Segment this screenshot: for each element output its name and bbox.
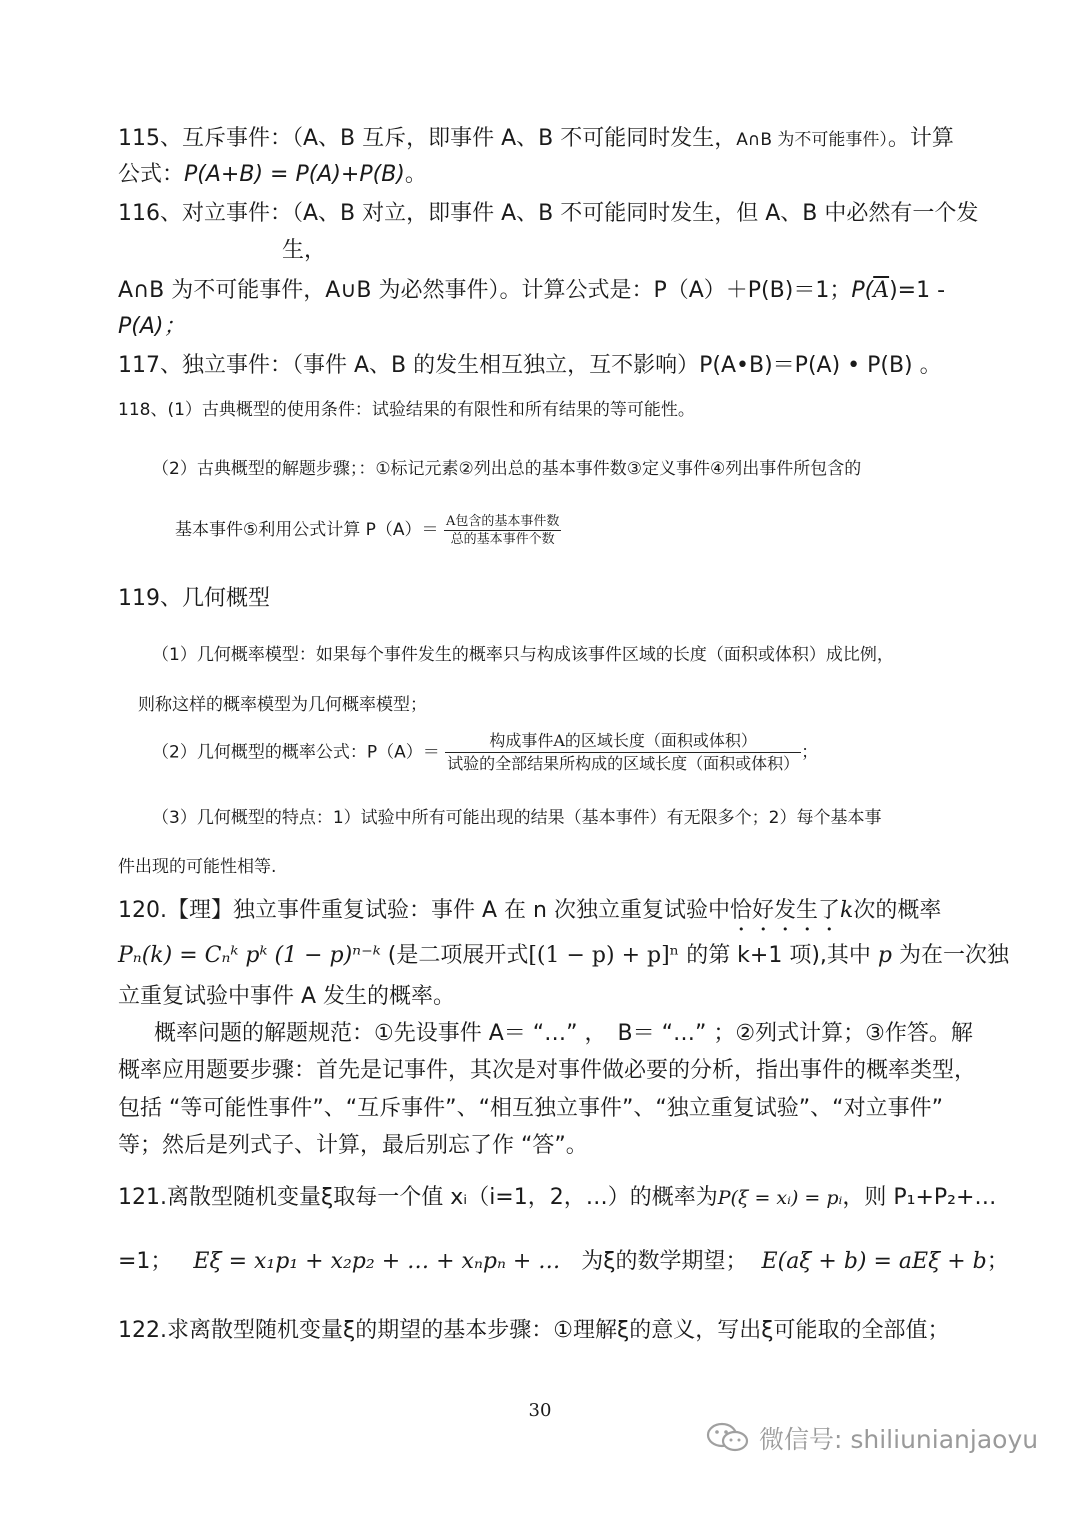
s116-line4: P(A)；: [118, 314, 186, 339]
s118-line3: 基本事件⑤利用公式计算 P（A）＝ $\frac{\text{A包含的基本事件数}}{\text{总的基本事件个数}}$: [175, 513, 560, 547]
page-number: 30: [528, 1400, 552, 1421]
s120-para2: 概率应用题要步骤：首先是记事件，其次是对事件做必要的分析，指出事件的概率类型，: [118, 1058, 977, 1083]
s120-formula: Pₙ(k) = Cₙᵏ pᵏ (1 − p)ⁿ⁻ᵏ: [118, 943, 381, 968]
s121-formula3: E(aξ + b) = aEξ + b: [761, 1249, 987, 1274]
s119-p1: （1）几何概率模型：如果每个事件发生的概率只与构成该事件区域的长度（面积或体积）成比例，: [152, 645, 894, 665]
s118-line2: （2）古典概型的解题步骤；：①标记元素②列出总的基本事件数③定义事件④列出事件所包含的: [152, 459, 862, 479]
s120-line1: 120.【理】独立事件重复试验：事件 A 在 n 次独立重复试验中恰好发生了k次的概率: [118, 898, 942, 923]
s117-line1: 117、独立事件：（事件 A、B 的发生相互独立，互不影响）P(A•B)＝P(A) • P(B) 。: [118, 353, 942, 378]
s120-line3: 立重复试验中事件 A 发生的概率。: [118, 984, 456, 1009]
s119-p2: （2）几何概型的概率公式：P（A）＝ $\frac{\text{构成事件A的区域长度（面积或体积）}}{\text{试验的全部结果所构成的区域长度（面积或体积）}}$ ；: [152, 731, 819, 773]
s119-fraction: $\frac{\text{构成事件A的区域长度（面积或体积）}}{\text{试验的全部结果所构成的区域长度（面积或体积）}}$: [447, 731, 800, 773]
s118-fraction: $\frac{\text{A包含的基本事件数}}{\text{总的基本事件个数}}$: [445, 513, 560, 547]
wechat-icon: [705, 1420, 751, 1456]
watermark-text: 微信号: shiliunianjaoyu: [759, 1425, 1039, 1454]
s115-formula: P(A+B) = P(A)+P(B): [184, 162, 405, 187]
s120-para1: 概率问题的解题规范：①先设事件 A＝ “…” ， B＝ “…” ；②列式计算；③作答。解: [132, 1021, 973, 1046]
s116-line2: 生，: [282, 238, 327, 263]
s116-line1: 116、对立事件：（A、B 对立，即事件 A、B 不可能同时发生，但 A、B 中必然有一个发: [118, 201, 979, 226]
s120-para3: 包括 “等可能性事件”、“互斥事件”、“相互独立事件”、“独立重复试验”、“对立事件”: [118, 1096, 943, 1121]
s122-line1: 122.求离散型随机变量ξ的期望的基本步骤：①理解ξ的意义，写出ξ可能取的全部值；: [118, 1318, 950, 1343]
s120-para4: 等；然后是列式子、计算，最后别忘了作 “答”。: [118, 1133, 588, 1158]
s119-p3: （3）几何概型的特点：1）试验中所有可能出现的结果（基本事件）有无限多个；2）每个基本事: [152, 808, 882, 828]
s119-p1b: 则称这样的概率模型为几何概率模型；: [138, 695, 427, 715]
s121-line2: =1； Eξ = x₁p₁ + x₂p₂ + … + xₙpₙ + … 为ξ的数学期望； E(aξ + b) = aEξ + b；: [118, 1249, 1009, 1274]
s120-line2: Pₙ(k) = Cₙᵏ pᵏ (1 − p)ⁿ⁻ᵏ (是二项展开式[(1 − p) + p]ⁿ 的第 k+1 项),其中 p 为在一次独: [118, 943, 1010, 968]
s118-line1: 118、(1）古典概型的使用条件：试验结果的有限性和所有结果的等可能性。: [118, 400, 695, 420]
watermark: [705, 1420, 1038, 1456]
s121-line1: 121.离散型随机变量ξ取每一个值 xᵢ（i=1，2，…）的概率为P(ξ = xᵢ) = pᵢ，则 P₁+P₂+…: [118, 1185, 997, 1210]
s121-formula1: P(ξ = xᵢ) = pᵢ: [717, 1187, 843, 1209]
s115-line2: 公式：P(A+B) = P(A)+P(B)。: [118, 162, 427, 187]
s115-line1: 115、互斥事件：（A、B 互斥，即事件 A、B 不可能同时发生，A∩B 为不可能事件）。计算: [118, 126, 954, 151]
s119-title: 119、几何概型: [118, 586, 270, 611]
s116-line3: A∩B 为不可能事件，A∪B 为必然事件）。计算公式是：P（A）＋P(B)＝1；$P(\overline{A})=1$ -: [118, 278, 946, 303]
s121-formula2: Eξ = x₁p₁ + x₂p₂ + … + xₙpₙ + …: [193, 1249, 561, 1274]
s119-p3b: 件出现的可能性相等.: [118, 857, 277, 877]
